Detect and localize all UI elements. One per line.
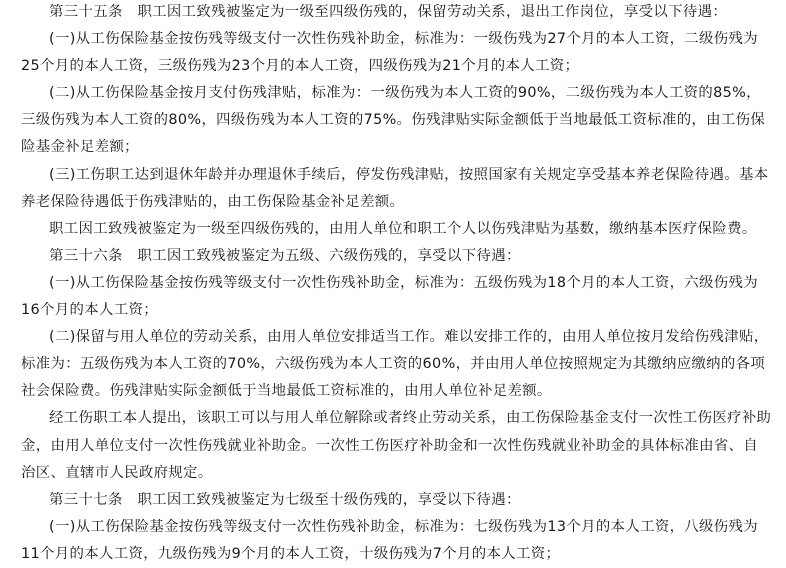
article-36-item-1: (一)从工伤保险基金按伤残等级支付一次性伤残补助金，标准为：五级伤残为18个月的本人工资，六级伤残为16个月的本人工资；: [21, 274, 759, 319]
article-35-item-3: (三)工伤职工达到退休年龄并办理退休手续后，停发伤残津贴，按照国家有关规定享受基本养老保险待遇。基本养老保险待遇低于伤残津贴的，由工伤保险基金补足差额。: [21, 166, 769, 210]
article-36-item-2: (二)保留与用人单位的劳动关系，由用人单位安排适当工作。难以安排工作的，由用人单位按月发给伤残津贴，标准为：五级伤残为本人工资的70%，六级伤残为本人工资的60%，并由用人单位按照规定为其缴纳应缴纳的各项社会保险费。伤残津贴实际金额低于当地最低工资标准的，由用人单位补足差额。: [21, 329, 769, 400]
article-35-item-2: (二)从工伤保险基金按月支付伤残津贴，标准为：一级伤残为本人工资的90%，二级伤残为本人工资的85%，三级伤残为本人工资的80%，四级伤残为本人工资的75%。伤残津贴实际金额低于当地最低工资标准的，由工伤保险基金补足差额；: [21, 85, 766, 156]
article-37-heading: 第三十七条 职工因工致残被鉴定为七级至十级伤残的，享受以下待遇：: [49, 491, 521, 508]
article-36-termination: 经工伤职工本人提出，该职工可以与用人单位解除或者终止劳动关系，由工伤保险基金支付一次性工伤医疗补助金，由用人单位支付一次性伤残就业补助金。一次性工伤医疗补助金和一次性伤残就业补助金的具体标准由省、自治区、直辖市人民政府规定。: [21, 410, 772, 481]
article-35-medical-insurance: 职工因工致残被鉴定为一级至四级伤残的，由用人单位和职工个人以伤残津贴为基数，缴纳基本医疗保险费。: [49, 220, 757, 237]
article-35-item-1: (一)从工伤保险基金按伤残等级支付一次性伤残补助金，标准为：一级伤残为27个月的本人工资，二级伤残为25个月的本人工资，三级伤残为23个月的本人工资，四级伤残为21个月的本人工资；: [21, 31, 759, 75]
article-37-item-1: (一)从工伤保险基金按伤残等级支付一次性伤残补助金，标准为：七级伤残为13个月的本人工资，八级伤残为11个月的本人工资，九级伤残为9个月的本人工资，十级伤残为7个月的本人工资；: [21, 518, 759, 562]
article-36-heading: 第三十六条 职工因工致残被鉴定为五级、六级伤残的，享受以下待遇：: [49, 247, 521, 264]
article-35-heading: 第三十五条 职工因工致残被鉴定为一级至四级伤残的，保留劳动关系，退出工作岗位，享受以下待遇：: [49, 4, 728, 20]
